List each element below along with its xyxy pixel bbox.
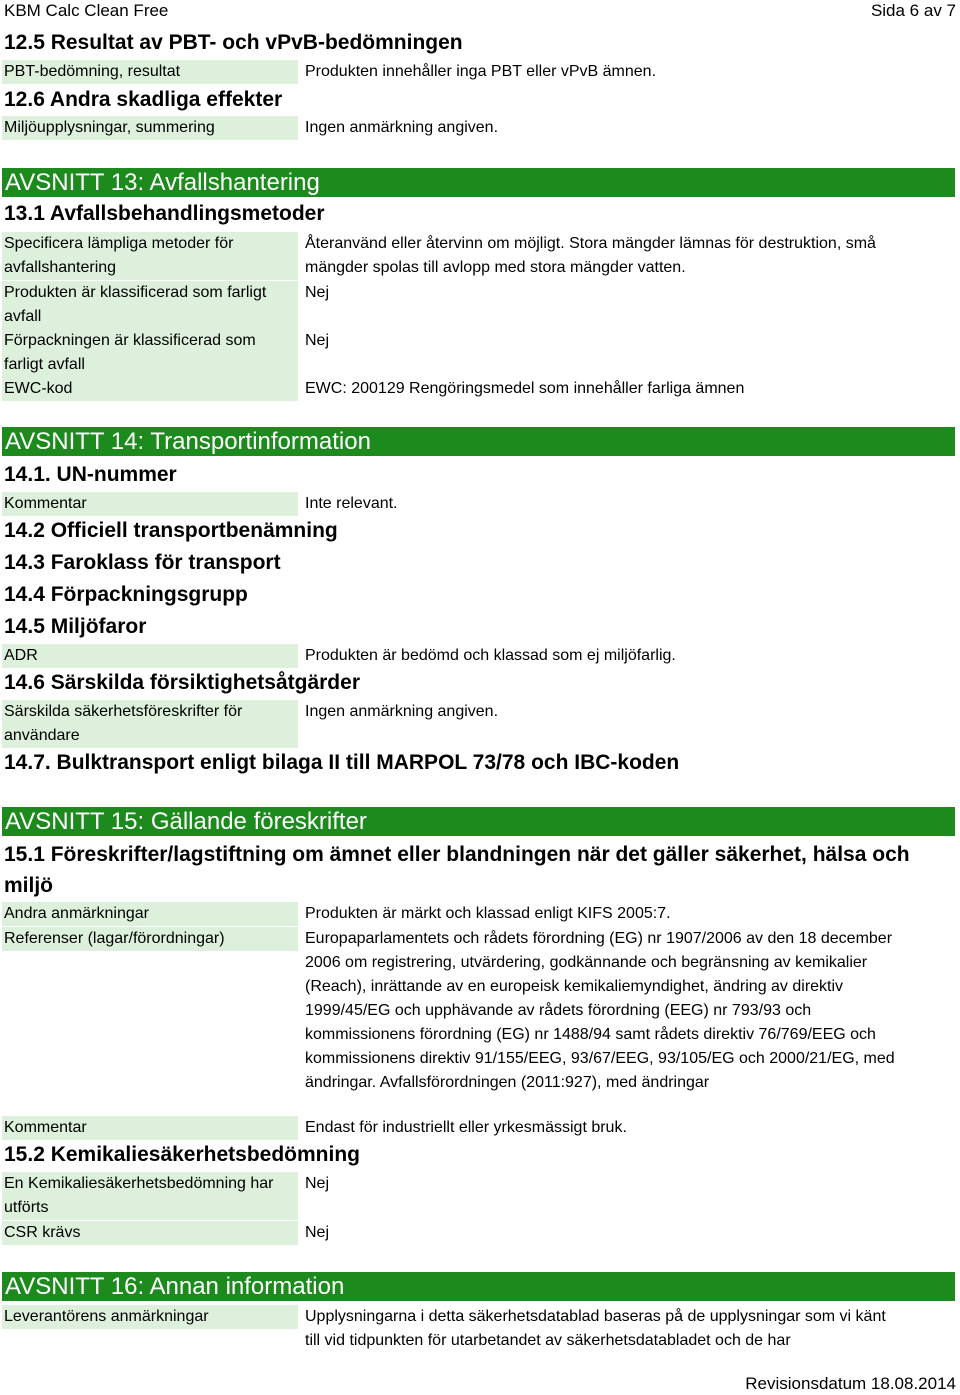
value-disposal-methods: Återanvänd eller återvinn om möjligt. Stora mängder lämnas för destruktion, små mängder spolas till avlopp med stora mängder vatten. bbox=[305, 235, 876, 276]
section-14-title: AVSNITT 14: Transportinformation bbox=[2, 427, 955, 456]
label-csr-required: CSR krävs bbox=[2, 1221, 298, 1245]
value-other-remarks: Produkten är märkt och klassad enligt KIFS 2005:7. bbox=[305, 905, 671, 922]
section-13-title: AVSNITT 13: Avfallshantering bbox=[2, 168, 955, 197]
heading-14-5: 14.5 Miljöfaror bbox=[4, 615, 147, 638]
revision-date: Revisionsdatum 18.08.2014 bbox=[745, 1374, 956, 1393]
value-pbt: Produkten innehåller inga PBT eller vPvB ämnen. bbox=[305, 63, 657, 80]
value-references: Europaparlamentets och rådets förordning (EG) nr 1907/2006 av den 18 december 2006 om registrering, utvärdering, godkännande och begränsning av kemikalier (Reach), inrättande av en europeisk kemikaliemyndighet, ändring av direktiv 1999/45/EG och upphävande av rådets förordning (EEG) nr 793/93 och kommissionens förordning (EG) nr 1488/94 samt rådets direktiv 76/769/EEG och kommissionens direktiv 91/155/EEG, 93/67/EEG, 93/105/EG och 2000/21/EG, med ändringar. Avfallsförordningen (2011:927), med ändringar bbox=[305, 930, 895, 1091]
value-env-summary: Ingen anmärkning angiven. bbox=[305, 119, 499, 136]
heading-15-1: 15.1 Föreskrifter/lagstiftning om ämnet eller blandningen när det gäller säkerhet, hälsa och miljö bbox=[4, 843, 910, 897]
value-csr-required: Nej bbox=[305, 1224, 330, 1241]
label-adr: ADR bbox=[2, 644, 298, 668]
section-15-title: AVSNITT 15: Gällande föreskrifter bbox=[2, 807, 955, 836]
product-name: KBM Calc Clean Free bbox=[4, 1, 169, 20]
label-product-hazardous-waste: Produkten är klassificerad som farligt avfall bbox=[2, 281, 298, 329]
label-references: Referenser (lagar/förordningar) bbox=[2, 927, 298, 951]
heading-15-2: 15.2 Kemikaliesäkerhetsbedömning bbox=[4, 1143, 360, 1166]
value-un-comment: Inte relevant. bbox=[305, 495, 398, 512]
heading-12-5: 12.5 Resultat av PBT- och vPvB-bedömningen bbox=[4, 31, 463, 54]
heading-14-7: 14.7. Bulktransport enligt bilaga II till MARPOL 73/78 och IBC-koden bbox=[4, 751, 680, 774]
label-packaging-hazardous-waste: Förpackningen är klassificerad som farligt avfall bbox=[2, 329, 298, 377]
label-un-comment: Kommentar bbox=[2, 492, 298, 516]
value-csa-performed: Nej bbox=[305, 1175, 330, 1192]
value-supplier-remarks: Upplysningarna i detta säkerhetsdatablad baseras på de upplysningar som vi känt till vid tidpunkten för utarbetandet av säkerhetsdatabladet och de har bbox=[305, 1308, 886, 1349]
label-ewc-code: EWC-kod bbox=[2, 377, 298, 401]
heading-14-4: 14.4 Förpackningsgrupp bbox=[4, 583, 248, 606]
page-number: Sida 6 av 7 bbox=[870, 1, 956, 20]
heading-14-1: 14.1. UN-nummer bbox=[4, 463, 177, 486]
heading-14-2: 14.2 Officiell transportbenämning bbox=[4, 519, 338, 542]
value-ewc-code: EWC: 200129 Rengöringsmedel som innehåller farliga ämnen bbox=[305, 380, 745, 397]
value-product-hazardous-waste: Nej bbox=[305, 284, 330, 301]
value-packaging-hazardous-waste: Nej bbox=[305, 332, 330, 349]
label-other-remarks: Andra anmärkningar bbox=[2, 902, 298, 926]
label-env-summary: Miljöupplysningar, summering bbox=[2, 116, 298, 140]
value-regulatory-comment: Endast för industriellt eller yrkesmässigt bruk. bbox=[305, 1119, 627, 1136]
value-adr: Produkten är bedömd och klassad som ej miljöfarlig. bbox=[305, 647, 676, 664]
label-supplier-remarks: Leverantörens anmärkningar bbox=[2, 1305, 298, 1329]
page-header bbox=[0, 0, 960, 22]
label-regulatory-comment: Kommentar bbox=[2, 1116, 298, 1140]
section-16-title: AVSNITT 16: Annan information bbox=[2, 1272, 955, 1301]
heading-13-1: 13.1 Avfallsbehandlingsmetoder bbox=[4, 202, 325, 225]
heading-14-6: 14.6 Särskilda försiktighetsåtgärder bbox=[4, 671, 360, 694]
label-pbt: PBT-bedömning, resultat bbox=[2, 60, 298, 84]
label-special-precautions: Särskilda säkerhetsföreskrifter för användare bbox=[2, 700, 298, 748]
heading-12-6: 12.6 Andra skadliga effekter bbox=[4, 88, 283, 111]
heading-14-3: 14.3 Faroklass för transport bbox=[4, 551, 281, 574]
label-disposal-methods: Specificera lämpliga metoder för avfallshantering bbox=[2, 232, 298, 280]
value-special-precautions: Ingen anmärkning angiven. bbox=[305, 703, 499, 720]
label-csa-performed: En Kemikaliesäkerhetsbedömning har utförts bbox=[2, 1172, 298, 1220]
